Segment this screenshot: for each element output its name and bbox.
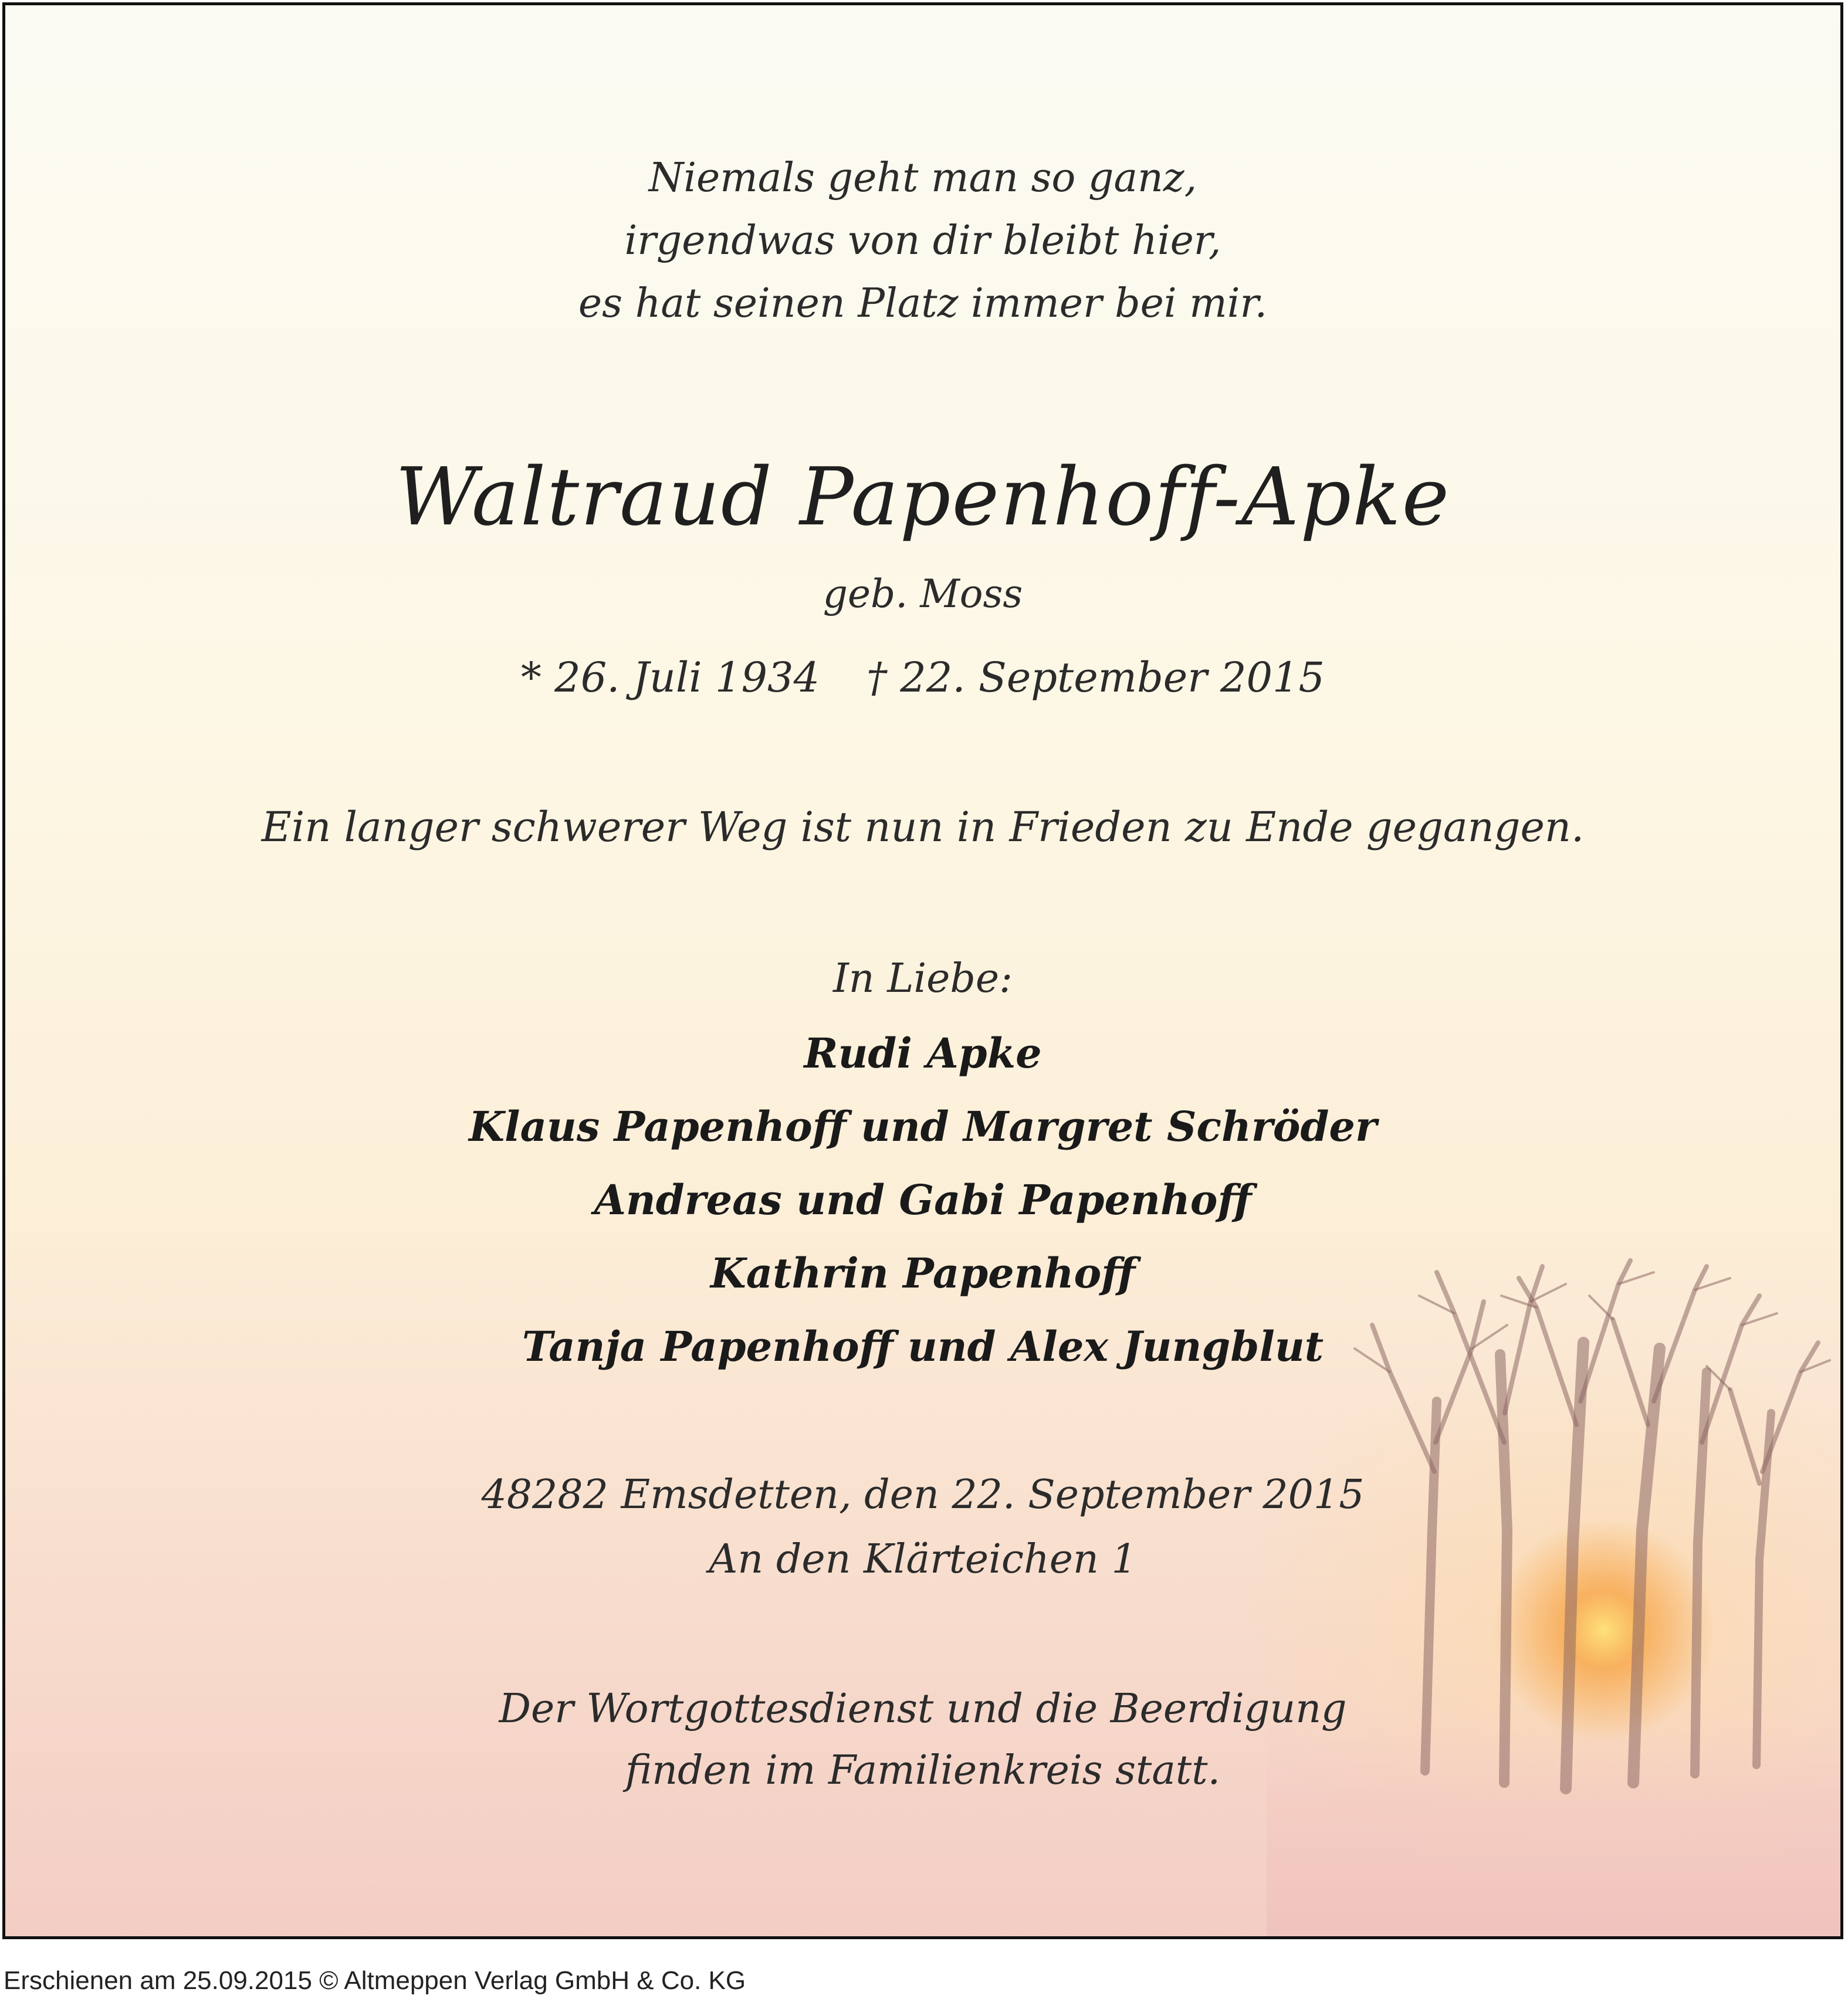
- service-info-line: finden im Familienkreis statt.: [625, 1747, 1221, 1794]
- death-date: † 22. September 2015: [867, 653, 1325, 702]
- mourner-name: Rudi Apke: [804, 1029, 1042, 1078]
- mourner-name: Andreas und Gabi Papenhoff: [594, 1175, 1252, 1224]
- poem-line: irgendwas von dir bleibt hier,: [624, 218, 1221, 264]
- mourner-name: Klaus Papenhoff und Margret Schröder: [469, 1102, 1377, 1151]
- mourner-name: Kathrin Papenhoff: [710, 1249, 1136, 1297]
- mourners-intro: In Liebe:: [832, 956, 1013, 1002]
- service-info-line: Der Wortgottesdienst und die Beerdigung: [499, 1686, 1347, 1732]
- publication-footer: Erschienen am 25.09.2015 © Altmeppen Verlag GmbH & Co. KG: [4, 1966, 746, 1995]
- birth-date: * 26. Juli 1934: [520, 653, 820, 702]
- mourner-name: Tanja Papenhoff und Alex Jungblut: [522, 1322, 1324, 1371]
- maiden-name: geb. Moss: [823, 571, 1023, 616]
- city-and-date: 48282 Emsdetten, den 22. September 2015: [481, 1472, 1365, 1518]
- life-dates: [5, 653, 1840, 702]
- poem-line: es hat seinen Platz immer bei mir.: [578, 280, 1268, 327]
- poem-line: Niemals geht man so ganz,: [648, 155, 1197, 201]
- obituary-notice: [2, 2, 1843, 1939]
- deceased-name: Waltraud Papenhoff-Apke: [395, 451, 1451, 544]
- street-address: An den Klärteichen 1: [709, 1536, 1137, 1583]
- farewell-message: Ein langer schwerer Weg ist nun in Frieden zu Ende gegangen.: [261, 803, 1585, 851]
